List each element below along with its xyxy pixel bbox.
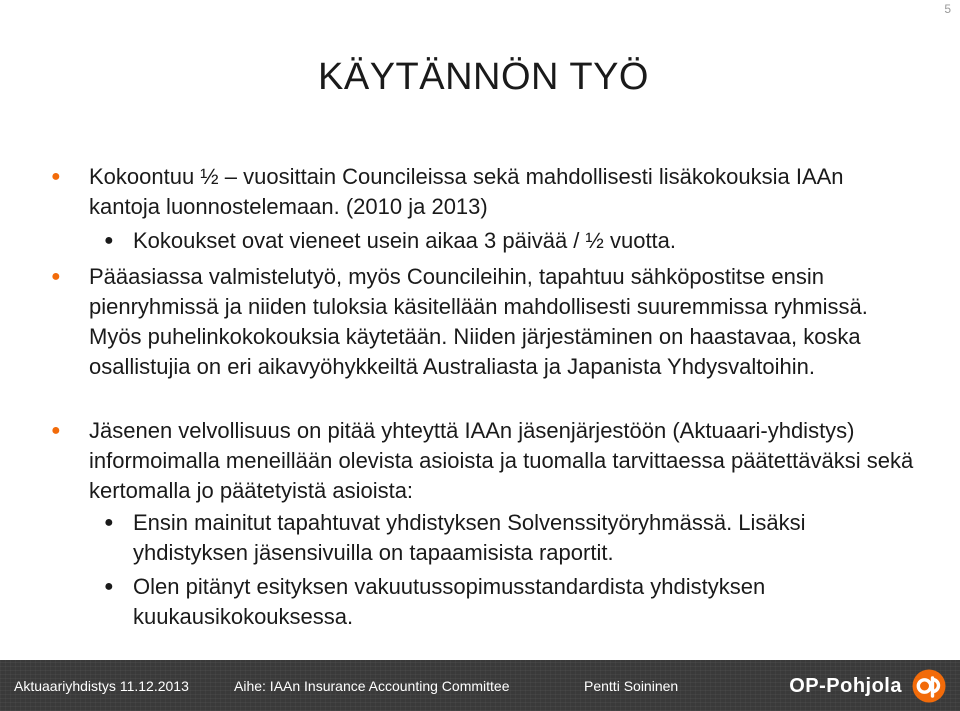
bullet-text: Kokoukset ovat vieneet usein aikaa 3 päivää / ½ vuotta. bbox=[133, 228, 677, 253]
page-number: 5 bbox=[944, 2, 951, 16]
bullet-marker-icon: ● bbox=[51, 422, 61, 439]
op-pohjola-logo bbox=[789, 669, 946, 703]
bullet-text: Pääasiassa valmistelutyö, myös Councileihin, tapahtuu sähköpostitse ensin pienryhmissä ja niiden tuloksia käsitellään mahdollisesti suuremmissa ryhmissä. Myös puhelinkokokouksia käytetään. Niiden järjestäminen on haastavaa, koska osallistujia on eri aikavyöhykkeiltä Australiasta ja Japanista Yhdysvaltoihin. bbox=[89, 264, 868, 379]
logo-text: OP-Pohjola bbox=[789, 675, 902, 697]
footer-author: Pentti Soininen bbox=[584, 678, 679, 694]
bullet-marker-icon: ● bbox=[104, 514, 114, 531]
bullet-marker-icon: ● bbox=[104, 578, 114, 595]
footer-organization-date: Aktuaariyhdistys 11.12.2013 bbox=[14, 678, 189, 694]
bullet-marker-icon: ● bbox=[104, 232, 114, 249]
bullet-marker-icon: ● bbox=[51, 268, 61, 285]
bullet-item bbox=[51, 416, 919, 506]
bullet-item bbox=[51, 262, 919, 382]
bullet-text: Jäsenen velvollisuus on pitää yhteyttä IAAn jäsenjärjestöön (Aktuaari-yhdistys) informoimalla meneillään olevista asioista ja tuomalla tarvittaessa päätettäväksi sekä kertomalla jo päätetyistä asioista: bbox=[89, 418, 914, 503]
bullet-item bbox=[51, 162, 919, 222]
bullet-marker-icon: ● bbox=[51, 168, 61, 185]
bullet-item bbox=[104, 572, 923, 632]
bullet-text: Kokoontuu ½ – vuosittain Councileissa sekä mahdollisesti lisäkokouksia IAAn kantoja luonnostelemaan. (2010 ja 2013) bbox=[89, 164, 844, 219]
bullet-text: Olen pitänyt esityksen vakuutussopimusstandardista yhdistyksen kuukausikokouksessa. bbox=[133, 574, 766, 629]
footer-subject: Aihe: IAAn Insurance Accounting Committee bbox=[234, 678, 510, 694]
slide-title: KÄYTÄNNÖN TYÖ bbox=[318, 56, 649, 98]
bullet-text: Ensin mainitut tapahtuvat yhdistyksen Solvenssityöryhmässä. Lisäksi yhdistyksen jäsensivuilla on tapaamisista raportit. bbox=[133, 510, 806, 565]
bullet-item bbox=[104, 226, 923, 256]
op-logo-icon bbox=[912, 669, 946, 703]
footer-bar bbox=[0, 660, 960, 711]
bullet-item bbox=[104, 508, 923, 568]
